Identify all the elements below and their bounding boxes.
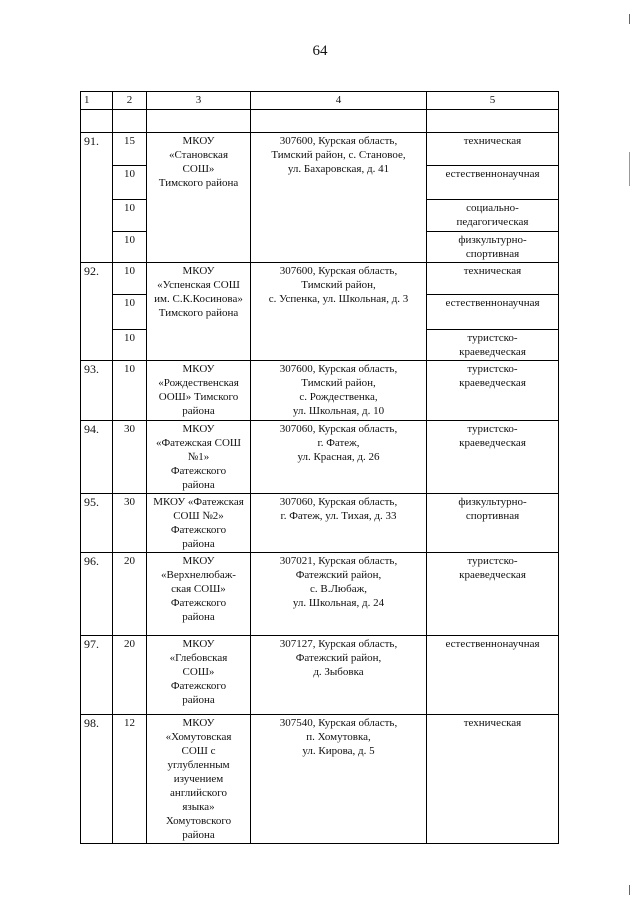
school-name: МКОУ «Рождественская ООШ» Тимского района — [147, 361, 251, 421]
school-name: МКОУ «Верхнелюбаж- ская СОШ» Фатежского района — [147, 553, 251, 636]
profile: техническая — [427, 715, 559, 844]
school-address: 307060, Курская область, г. Фатеж, ул. Красная, д. 26 — [251, 421, 427, 494]
student-count: 10 — [113, 330, 147, 361]
profile: естественнонаучная — [427, 636, 559, 715]
schools-table — [80, 91, 559, 844]
scan-edge-mark — [629, 885, 630, 895]
profile: естественнонаучная — [427, 295, 559, 330]
school-address: 307600, Курская область, Тимский район, с. Успенка, ул. Школьная, д. 3 — [251, 263, 427, 361]
profile: социально- педагогическая — [427, 200, 559, 232]
table-row — [81, 421, 559, 494]
profile: техническая — [427, 133, 559, 166]
profile: естественнонаучная — [427, 166, 559, 200]
page-number: 64 — [312, 43, 328, 59]
school-address: 307540, Курская область, п. Хомутовка, ул. Кирова, д. 5 — [251, 715, 427, 844]
table-row — [81, 553, 559, 636]
school-name: МКОУ «Фатежская СОШ №2» Фатежского района — [147, 494, 251, 553]
student-count: 10 — [113, 200, 147, 232]
scan-edge-mark — [629, 14, 630, 24]
school-address: 307600, Курская область, Тимский район, с. Становое, ул. Бахаровская, д. 41 — [251, 133, 427, 263]
profile: туристско- краеведческая — [427, 361, 559, 421]
scan-edge-mark — [629, 152, 630, 186]
table-row — [81, 133, 559, 166]
table-row — [81, 494, 559, 553]
row-number: 91. — [81, 133, 113, 263]
student-count: 10 — [113, 263, 147, 295]
student-count: 15 — [113, 133, 147, 166]
student-count: 30 — [113, 421, 147, 494]
school-address: 307600, Курская область, Тимский район, с. Рождественка, ул. Школьная, д. 10 — [251, 361, 427, 421]
row-number: 94. — [81, 421, 113, 494]
header-cell: 1 — [81, 92, 113, 110]
table-row — [81, 715, 559, 844]
profile: физкультурно- спортивная — [427, 232, 559, 263]
school-name: МКОУ «Успенская СОШ им. С.К.Косинова» Тимского района — [147, 263, 251, 361]
school-name: МКОУ «Фатежская СОШ №1» Фатежского района — [147, 421, 251, 494]
student-count: 20 — [113, 636, 147, 715]
spacer-row — [81, 110, 559, 133]
school-address: 307127, Курская область, Фатежский район, д. Зыбовка — [251, 636, 427, 715]
profile: техническая — [427, 263, 559, 295]
row-number: 95. — [81, 494, 113, 553]
student-count: 30 — [113, 494, 147, 553]
row-number: 93. — [81, 361, 113, 421]
student-count: 20 — [113, 553, 147, 636]
school-name: МКОУ «Хомутовская СОШ с углубленным изучением английского языка» Хомутовского района — [147, 715, 251, 844]
header-cell: 4 — [251, 92, 427, 110]
school-address: 307021, Курская область, Фатежский район, с. В.Любаж, ул. Школьная, д. 24 — [251, 553, 427, 636]
school-name: МКОУ «Становская СОШ» Тимского района — [147, 133, 251, 263]
header-cell: 3 — [147, 92, 251, 110]
student-count: 10 — [113, 166, 147, 200]
profile: туристско- краеведческая — [427, 553, 559, 636]
header-cell: 5 — [427, 92, 559, 110]
student-count: 10 — [113, 232, 147, 263]
row-number: 96. — [81, 553, 113, 636]
row-number: 92. — [81, 263, 113, 361]
student-count: 10 — [113, 295, 147, 330]
school-address: 307060, Курская область, г. Фатеж, ул. Тихая, д. 33 — [251, 494, 427, 553]
profile: физкультурно- спортивная — [427, 494, 559, 553]
row-number: 97. — [81, 636, 113, 715]
row-number: 98. — [81, 715, 113, 844]
school-name: МКОУ «Глебовская СОШ» Фатежского района — [147, 636, 251, 715]
header-cell: 2 — [113, 92, 147, 110]
student-count: 10 — [113, 361, 147, 421]
table-row — [81, 636, 559, 715]
profile: туристско- краеведческая — [427, 330, 559, 361]
table-header-row — [81, 92, 559, 110]
table-row — [81, 361, 559, 421]
student-count: 12 — [113, 715, 147, 844]
profile: туристско- краеведческая — [427, 421, 559, 494]
table-row — [81, 263, 559, 295]
